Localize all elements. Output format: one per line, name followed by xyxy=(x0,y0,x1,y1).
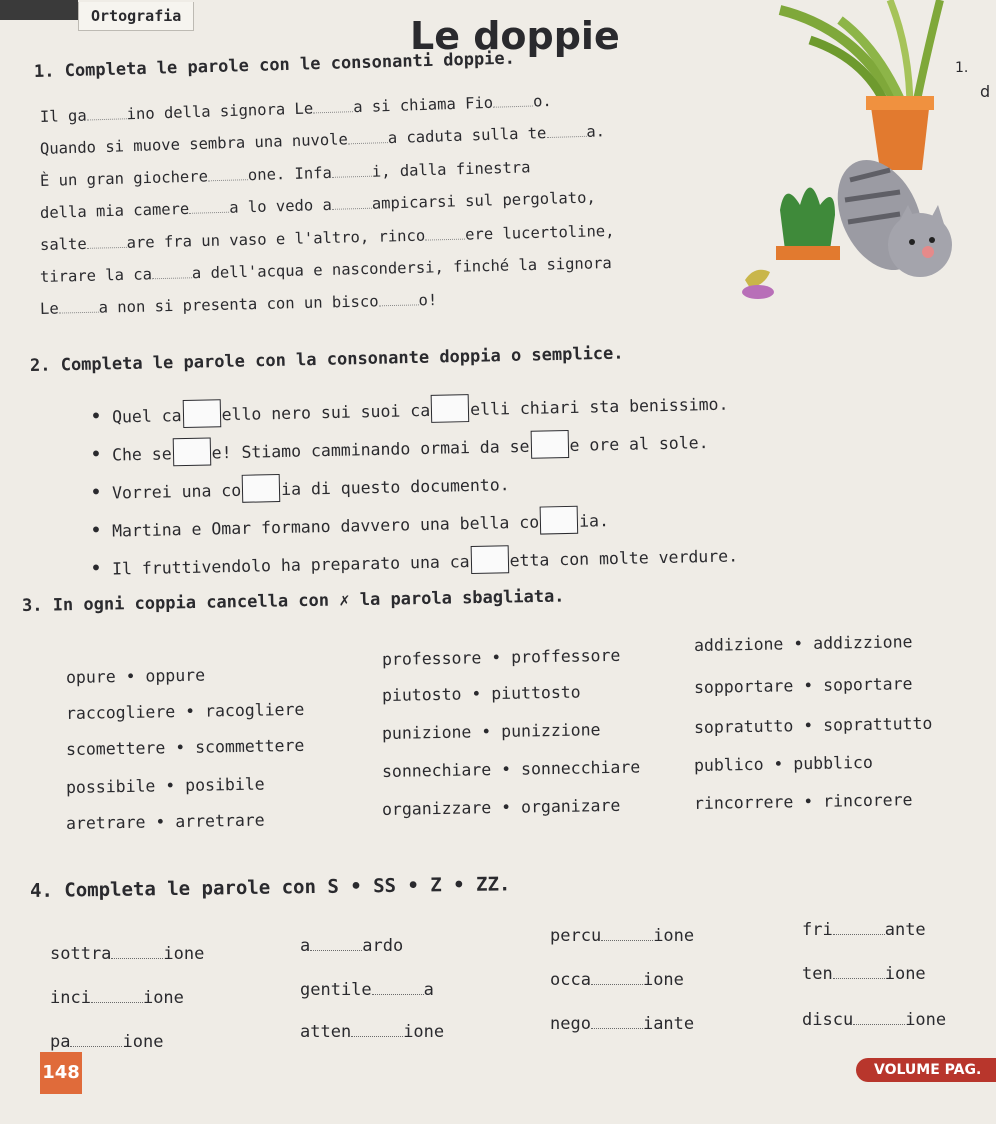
cactus-icon xyxy=(776,188,840,261)
word-prefix: discu xyxy=(802,1010,854,1030)
answer-box[interactable] xyxy=(431,394,470,423)
word-pair[interactable]: raccogliere • racogliere xyxy=(65,699,305,723)
word-prefix: occa xyxy=(550,970,591,990)
fill-word xyxy=(802,920,926,940)
exercise1-heading: 1. Completa le parole con le consonanti doppie. xyxy=(33,48,516,82)
fill-blank[interactable] xyxy=(378,292,418,306)
text-fragment: a si chiama Fio xyxy=(352,93,494,117)
text-fragment: e ore al sole. xyxy=(569,433,709,455)
word-pair[interactable]: aretrare • arretrare xyxy=(65,810,265,833)
fill-blank[interactable] xyxy=(833,924,885,935)
word-suffix: ione xyxy=(403,1022,445,1042)
exercise4-number: 4. xyxy=(29,879,54,902)
word-prefix: percu xyxy=(550,926,602,946)
cross-mark-icon: ✗ xyxy=(339,590,350,611)
text-fragment: o. xyxy=(532,91,552,111)
fill-blank[interactable] xyxy=(853,1014,905,1025)
exercise2-sentence xyxy=(90,427,709,468)
exercise1-line xyxy=(40,291,438,318)
word-suffix: ione xyxy=(642,970,684,990)
exercise1-line xyxy=(40,122,606,158)
fill-blank[interactable] xyxy=(601,930,653,941)
text-fragment: Vorrei una co xyxy=(111,480,242,503)
volume-badge: VOLUME PAG. xyxy=(856,1058,996,1082)
text-fragment: della mia camere xyxy=(39,199,190,222)
exercise2-sentence xyxy=(90,389,729,430)
text-fragment: Martina e Omar formano davvero una bella co xyxy=(111,512,540,541)
fill-word xyxy=(50,1032,163,1052)
text-fragment: ere lucertoline, xyxy=(464,221,615,244)
fill-blank[interactable] xyxy=(189,200,229,214)
margin-mark-1: 1. xyxy=(955,60,969,76)
word-prefix: nego xyxy=(550,1014,591,1034)
text-fragment: salte xyxy=(39,234,87,254)
text-fragment: are fra un vaso e l'altro, rinco xyxy=(126,226,426,252)
answer-box[interactable] xyxy=(470,545,509,574)
word-pair[interactable]: professore • proffessore xyxy=(381,645,621,669)
fill-blank[interactable] xyxy=(310,940,362,951)
word-pair[interactable]: sonnechiare • sonnecchiare xyxy=(381,757,641,781)
word-suffix: ione xyxy=(163,944,205,964)
flower-pot-icon xyxy=(870,100,930,170)
fill-blank[interactable] xyxy=(425,227,465,241)
fill-blank[interactable] xyxy=(351,1026,403,1037)
exercise2-sentence xyxy=(90,540,739,582)
fill-blank[interactable] xyxy=(546,124,586,138)
text-fragment: Il fruttivendolo ha preparato una ca xyxy=(111,552,470,579)
text-fragment: ia. xyxy=(578,511,610,531)
word-suffix: ione xyxy=(653,926,695,946)
exercise1-line xyxy=(40,222,615,254)
answer-box[interactable] xyxy=(242,474,281,503)
page-title: Le doppie xyxy=(410,14,620,58)
exercise1-line xyxy=(40,188,596,222)
fill-word xyxy=(550,926,694,946)
word-suffix: ione xyxy=(905,1010,947,1030)
text-fragment: È un gran giochere xyxy=(39,167,209,190)
word-suffix: a xyxy=(423,980,434,1000)
word-pair[interactable]: rincorrere • rincorere xyxy=(693,790,913,813)
page-number: 148 xyxy=(40,1052,82,1094)
answer-box[interactable] xyxy=(172,437,211,466)
fill-word xyxy=(50,988,184,1008)
text-fragment: a. xyxy=(586,122,606,141)
fill-blank[interactable] xyxy=(111,948,163,959)
word-pair[interactable]: sopratutto • soprattutto xyxy=(693,713,933,737)
word-pair[interactable]: publico • pubblico xyxy=(693,752,873,775)
word-pair[interactable]: addizione • addizzione xyxy=(693,632,913,655)
margin-mark-2: d xyxy=(980,82,991,101)
text-fragment: one. Infa xyxy=(247,163,333,185)
fill-blank[interactable] xyxy=(591,974,643,985)
text-fragment: tirare la ca xyxy=(39,265,153,286)
exercise3-heading xyxy=(22,587,565,616)
exercise3-number: 3. xyxy=(21,595,43,616)
fill-blank[interactable] xyxy=(348,130,388,144)
word-prefix: atten xyxy=(300,1022,352,1042)
word-suffix: ardo xyxy=(362,936,404,956)
word-pair[interactable]: organizzare • organizare xyxy=(381,795,621,819)
fill-blank[interactable] xyxy=(591,1018,643,1029)
word-suffix: ante xyxy=(884,920,926,940)
corner-strip xyxy=(0,0,78,20)
word-pair[interactable]: opure • oppure xyxy=(65,665,206,687)
word-prefix: inci xyxy=(50,988,91,1008)
word-suffix: ione xyxy=(142,988,184,1008)
fill-word xyxy=(300,1022,444,1042)
text-fragment: ello nero sui suoi ca xyxy=(221,400,431,425)
cat-plant-illustration xyxy=(740,0,990,330)
text-fragment: Che se xyxy=(111,444,172,465)
text-fragment: Le xyxy=(39,299,59,318)
text-fragment: ampicarsi sul pergolato, xyxy=(371,188,596,213)
text-fragment: a caduta sulla te xyxy=(387,124,547,148)
exercise1-line xyxy=(40,254,612,286)
word-pair[interactable]: punizione • punizzione xyxy=(381,720,601,743)
text-fragment: Quando si muove sembra una nuvole xyxy=(39,130,349,158)
fill-blank[interactable] xyxy=(833,968,885,979)
word-prefix: a xyxy=(300,936,311,956)
text-fragment: etta con molte verdure. xyxy=(509,546,739,571)
fill-word xyxy=(300,980,434,1000)
fill-blank[interactable] xyxy=(70,1036,122,1047)
text-fragment: a non si presenta con un bisco xyxy=(98,292,379,317)
fill-blank[interactable] xyxy=(86,106,126,120)
exercise3-heading-a: In ogni coppia cancella con xyxy=(52,590,330,616)
answer-box[interactable] xyxy=(540,506,579,535)
text-fragment: elli chiari sta benissimo. xyxy=(469,394,729,420)
text-fragment: a lo vedo a xyxy=(228,195,333,217)
word-prefix: fri xyxy=(802,920,833,940)
word-prefix: gentile xyxy=(300,980,372,1000)
exercise2-sentence xyxy=(90,469,510,506)
answer-box[interactable] xyxy=(530,430,569,459)
word-suffix: iante xyxy=(642,1014,695,1034)
section-tag: Ortografia xyxy=(78,2,194,31)
fill-word xyxy=(550,970,684,990)
text-fragment: Il ga xyxy=(39,106,87,126)
word-prefix: sottra xyxy=(50,944,112,964)
exercise1-line xyxy=(40,92,552,126)
exercise4-heading-text: Completa le parole con S • SS • Z • ZZ. xyxy=(64,873,511,902)
exercise4-heading xyxy=(30,873,511,902)
text-fragment: ino della signora Le xyxy=(126,99,314,124)
fill-blank[interactable] xyxy=(372,984,424,995)
fill-blank[interactable] xyxy=(58,300,98,314)
word-suffix: ione xyxy=(884,964,926,984)
exercise2-heading-text: Completa le parole con la consonante doppia o semplice. xyxy=(60,343,624,376)
word-suffix: ione xyxy=(122,1032,164,1052)
word-prefix: ten xyxy=(802,964,833,984)
exercise2-number: 2. xyxy=(29,355,51,376)
exercise3-heading-b: la parola sbagliata. xyxy=(359,586,565,611)
fill-blank[interactable] xyxy=(313,99,353,113)
fill-blank[interactable] xyxy=(332,196,372,210)
exercise1-line xyxy=(40,158,531,190)
fill-word xyxy=(550,1014,694,1034)
word-pair[interactable]: scomettere • scommettere xyxy=(65,735,305,759)
fill-word xyxy=(802,964,926,984)
text-fragment: i, dalla finestra xyxy=(371,158,531,181)
exercise2-sentence xyxy=(90,505,609,544)
fill-word xyxy=(802,1010,946,1030)
word-pair[interactable]: piutosto • piuttosto xyxy=(381,682,581,705)
text-fragment: e! Stiamo camminando ormai da se xyxy=(211,436,530,463)
fill-blank[interactable] xyxy=(152,265,192,279)
exercise2-heading xyxy=(30,344,624,376)
fill-blank[interactable] xyxy=(91,992,143,1003)
fill-word xyxy=(50,944,204,964)
fill-blank[interactable] xyxy=(208,167,248,181)
answer-box[interactable] xyxy=(182,399,221,428)
text-fragment: o! xyxy=(418,290,438,310)
text-fragment: a dell'acqua e nascondersi, finché la signora xyxy=(191,254,612,283)
text-fragment: Quel ca xyxy=(111,406,182,427)
word-pair[interactable]: possibile • posibile xyxy=(65,774,265,797)
word-prefix: pa xyxy=(50,1032,71,1052)
text-fragment: ia di questo documento. xyxy=(280,475,510,499)
word-pair[interactable]: sopportare • soportare xyxy=(693,674,913,697)
fill-word xyxy=(300,936,403,956)
fill-blank[interactable] xyxy=(493,94,533,108)
fill-blank[interactable] xyxy=(86,235,126,249)
fill-blank[interactable] xyxy=(332,164,372,178)
